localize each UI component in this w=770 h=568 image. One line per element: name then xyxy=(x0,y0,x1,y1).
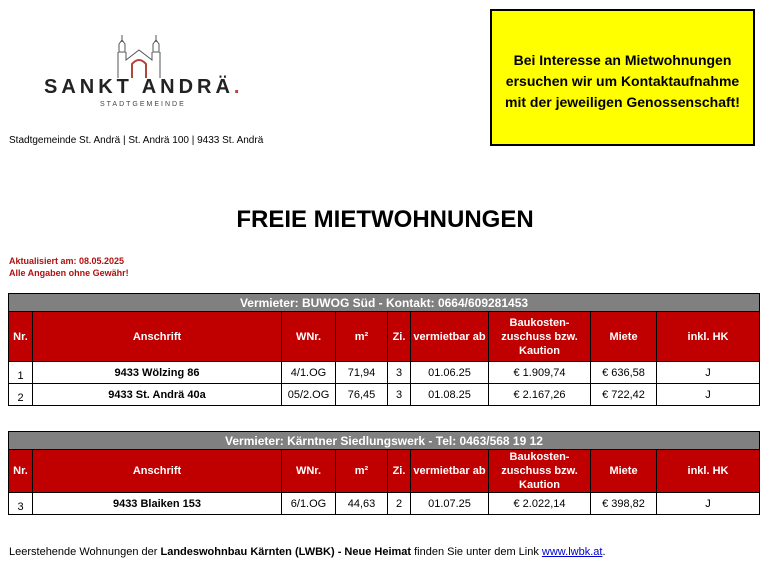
table-cell: J xyxy=(657,493,760,515)
table-cell: 4/1.OG xyxy=(282,362,336,384)
table-cell: 9433 St. Andrä 40a xyxy=(33,384,282,406)
column-header: Nr. xyxy=(9,450,33,493)
table-cell: 3 xyxy=(388,384,411,406)
table-cell: 2 xyxy=(9,384,33,406)
lwbk-link[interactable]: www.lwbk.at xyxy=(541,546,603,558)
table-cell: 76,45 xyxy=(336,384,388,406)
footer-org: Landeswohnbau Kärnten (LWBK) - Neue Heimat xyxy=(160,546,412,558)
table-cell: J xyxy=(657,384,760,406)
apartments-table xyxy=(8,431,760,515)
logo-wordmark: SANKT ANDRÄ. xyxy=(44,76,244,98)
table-cell: 3 xyxy=(388,362,411,384)
column-header: Miete xyxy=(591,312,657,362)
column-header: Miete xyxy=(591,450,657,493)
landlord-header: Vermieter: BUWOG Süd - Kontakt: 0664/609281453 xyxy=(9,294,760,312)
municipality-address: Stadtgemeinde St. Andrä | St. Andrä 100 | 9433 St. Andrä xyxy=(9,135,264,146)
table-cell: 2 xyxy=(388,493,411,515)
column-header: Baukosten-zuschuss bzw. Kaution xyxy=(489,312,591,362)
table-cell: 01.06.25 xyxy=(411,362,489,384)
column-header: Anschrift xyxy=(33,312,282,362)
table-cell: 9433 Wölzing 86 xyxy=(33,362,282,384)
table-cell: 01.07.25 xyxy=(411,493,489,515)
column-header: WNr. xyxy=(282,312,336,362)
table-cell: 6/1.OG xyxy=(282,493,336,515)
table-cell: € 2.167,26 xyxy=(489,384,591,406)
table-cell: € 2.022,14 xyxy=(489,493,591,515)
column-header: Anschrift xyxy=(33,450,282,493)
table-cell: J xyxy=(657,362,760,384)
apartments-table xyxy=(8,293,760,406)
column-header: WNr. xyxy=(282,450,336,493)
table-cell: 71,94 xyxy=(336,362,388,384)
footer-text: Leerstehende Wohnungen der xyxy=(9,546,161,558)
church-logo-icon xyxy=(114,30,164,80)
column-header: m² xyxy=(336,312,388,362)
column-header: Baukosten-zuschuss bzw. Kaution xyxy=(489,450,591,493)
table-row xyxy=(9,362,760,384)
updated-date: Aktualisiert am: 08.05.2025 xyxy=(9,256,125,266)
page-title: FREIE MIETWOHNUNGEN xyxy=(236,206,534,233)
table-cell: € 636,58 xyxy=(591,362,657,384)
footer-text: finden Sie unter dem Link xyxy=(411,546,542,558)
column-header: Zi. xyxy=(388,312,411,362)
column-header: Zi. xyxy=(388,450,411,493)
table-cell: € 722,42 xyxy=(591,384,657,406)
column-header: inkl. HK xyxy=(657,450,760,493)
column-header: Nr. xyxy=(9,312,33,362)
column-header: m² xyxy=(336,450,388,493)
column-header: vermietbar ab xyxy=(411,312,489,362)
logo-subtitle: STADTGEMEINDE xyxy=(100,101,186,108)
disclaimer: Alle Angaben ohne Gewähr! xyxy=(9,268,129,278)
table-cell: € 1.909,74 xyxy=(489,362,591,384)
column-header: inkl. HK xyxy=(657,312,760,362)
table-cell: € 398,82 xyxy=(591,493,657,515)
table-row xyxy=(9,384,760,406)
footer-note xyxy=(9,546,606,558)
table-cell: 1 xyxy=(9,362,33,384)
contact-notice-box: Bei Interesse an Mietwohnungen ersuchen wir um Kontaktaufnahme mit der jeweiligen Genossenschaft! xyxy=(490,9,755,146)
landlord-header: Vermieter: Kärntner Siedlungswerk - Tel: 0463/568 19 12 xyxy=(9,432,760,450)
table-cell: 01.08.25 xyxy=(411,384,489,406)
column-header: vermietbar ab xyxy=(411,450,489,493)
table-cell: 44,63 xyxy=(336,493,388,515)
table-cell: 3 xyxy=(9,493,33,515)
table-row xyxy=(9,493,760,515)
table-cell: 9433 Blaiken 153 xyxy=(33,493,282,515)
table-cell: 05/2.OG xyxy=(282,384,336,406)
footer-text: . xyxy=(602,546,606,558)
